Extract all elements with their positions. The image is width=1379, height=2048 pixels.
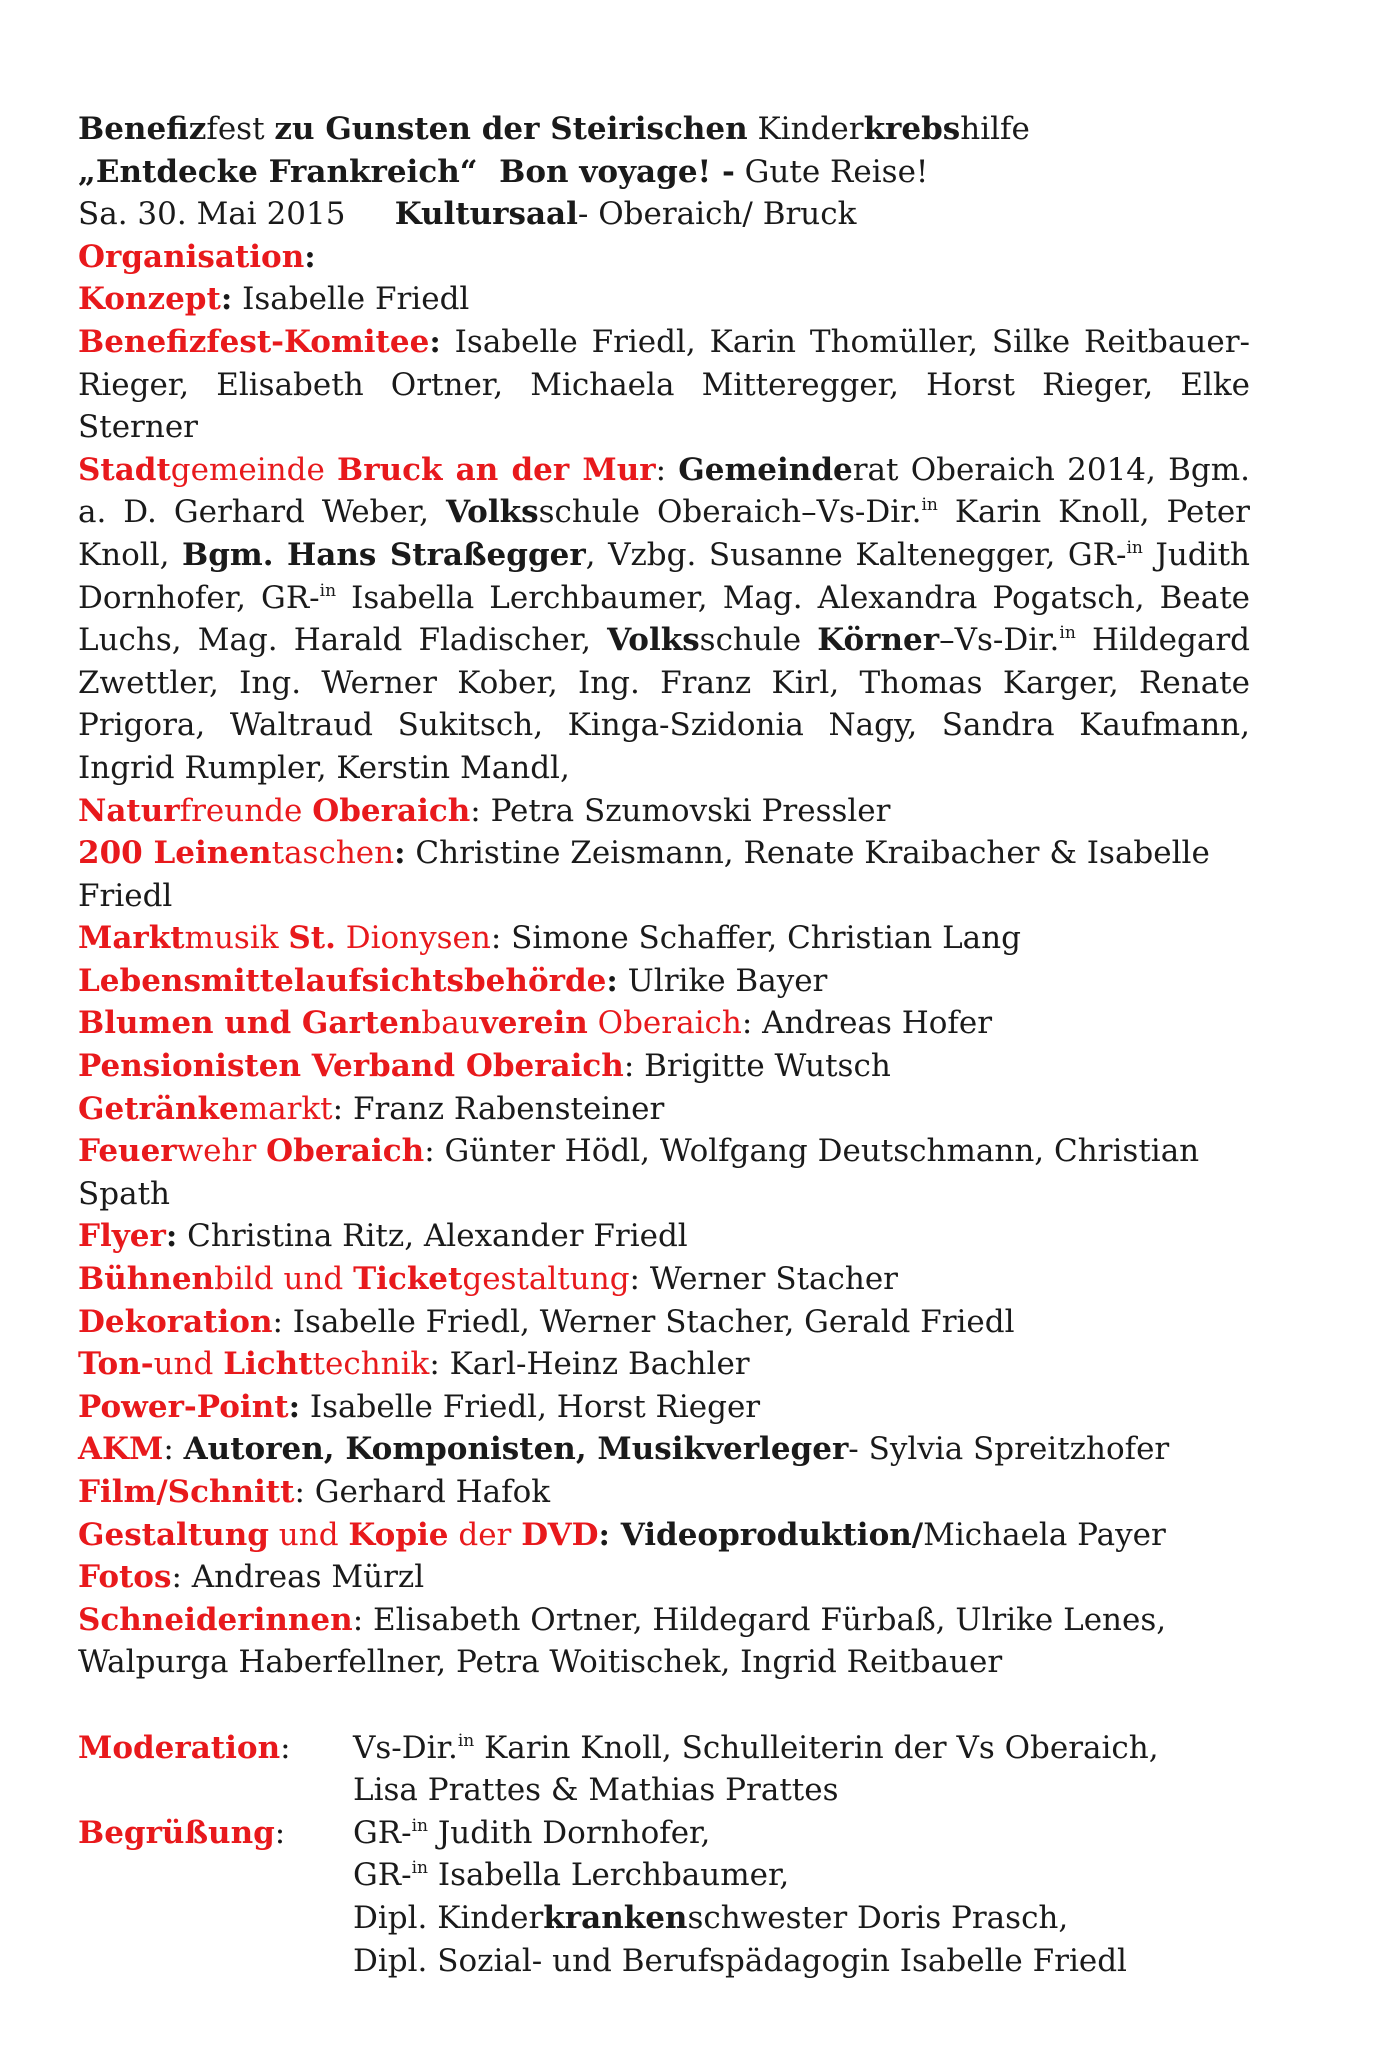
begruessung-entry (78, 1812, 1250, 1982)
begruessung-label: Begrüßung: (78, 1814, 286, 1851)
moderation-line: Vs-Dir.$^{in}$ Karin Knoll, Schulleiterin der Vs Oberaich, (353, 1729, 1159, 1766)
event-date-venue: Sa. 30. Mai 2015 Kultursaal- Oberaich/ Bruck (78, 196, 857, 233)
buehnenbild-entry: Bühnenbild und Ticketgestaltung: Werner Stacher (78, 1261, 898, 1298)
akm-entry: AKM: Autoren, Komponisten, Musikverleger- Sylvia Spreitzhofer (78, 1431, 1170, 1468)
dekoration-entry: Dekoration: Isabelle Friedl, Werner Stacher, Gerald Friedl (78, 1303, 1015, 1340)
moderation-names (353, 1727, 1250, 1812)
powerpoint-entry: Power-Point: Isabelle Friedl, Horst Rieger (78, 1388, 761, 1425)
begruessung-names (353, 1812, 1250, 1982)
begruessung-line: Dipl. Sozial- und Berufspädagogin Isabelle Friedl (353, 1942, 1127, 1979)
moderation-entry (78, 1727, 1250, 1812)
blumen-entry: Blumen und Gartenbauverein Oberaich: Andreas Hofer (78, 1005, 993, 1042)
feuerwehr-entry: Feuerwehr Oberaich: Günter Hödl, Wolfgang Deutschmann, Christian Spath (78, 1133, 1200, 1212)
schneiderinnen-entry-cont: Walpurga Haberfellner, Petra Woitischek, Ingrid Reitbauer (78, 1644, 1003, 1681)
stadtgemeinde-entry: Stadtgemeinde Bruck an der Mur: Gemeinderat Oberaich 2014, Bgm. a. D. Gerhard Weber, Volksschule Oberaich–Vs-Dir.$^{in}$ Karin Knoll, Peter Knoll, Bgm. Hans Straßegger, Vzbg. Susanne Kaltenegger, GR-$^{in}$ Judith Dornhofer, GR-$^{in}$ Isabella Lerchbaumer, Mag. Alexandra Pogatsch, Beate Luchs, Mag. Harald Fladischer, Volksschule Körner–Vs-Dir.$^{in}$ Hildegard Zwettler, Ing. Werner Kober, Ing. Franz Kirl, Thomas Karger, Renate Prigora, Waltraud Sukitsch, Kinga-Szidonia Nagy, Sandra Kaufmann, Ingrid Rumpler, Kerstin Mandl, (78, 451, 1250, 786)
organisation-heading: Organisation: (78, 238, 316, 275)
begruessung-line: GR-$^{in}$ Isabella Lerchbaumer, (353, 1857, 790, 1894)
komitee-entry: Benefizfest-Komitee: Isabelle Friedl, Karin Thomüller, Silke Reitbauer-Rieger, Elisabeth Ortner, Michaela Mitteregger, Horst Rieger, Elke Sterner (78, 323, 1250, 446)
flyer-entry: Flyer: Christina Ritz, Alexander Friedl (78, 1218, 688, 1255)
ton-licht-entry: Ton-und Lichttechnik: Karl-Heinz Bachler (78, 1346, 750, 1383)
gestaltung-entry: Gestaltung und Kopie der DVD: Videoproduktion/Michaela Payer (78, 1516, 1166, 1553)
konzept-entry: Konzept: Isabelle Friedl (78, 281, 470, 318)
marktmusik-entry: Marktmusik St. Dionysen: Simone Schaffer, Christian Lang (78, 920, 1021, 957)
event-subtitle: „Entdecke Frankreich“ Bon voyage! - Gute Reise! (78, 153, 929, 190)
pensionisten-entry: Pensionisten Verband Oberaich: Brigitte Wutsch (78, 1048, 891, 1085)
fotos-entry: Fotos: Andreas Mürzl (78, 1559, 425, 1596)
event-title: Benefizfest zu Gunsten der Steirischen Kinderkrebshilfe (78, 111, 1030, 147)
schneiderinnen-entry: Schneiderinnen: Elisabeth Ortner, Hildegard Fürbaß, Ulrike Lenes, (78, 1601, 1167, 1638)
leinentaschen-entry: 200 Leinentaschen: Christine Zeismann, Renate Kraibacher & Isabelle Friedl (78, 835, 1210, 914)
moderation-line: Lisa Prattes & Mathias Prattes (353, 1772, 839, 1809)
getraenke-entry: Getränkemarkt: Franz Rabensteiner (78, 1090, 665, 1127)
begruessung-line: GR-$^{in}$ Judith Dornhofer, (353, 1814, 711, 1851)
spacer (78, 1684, 1250, 1727)
document-page (78, 108, 1250, 1982)
begruessung-line: Dipl. Kinderkrankenschwester Doris Prasch, (353, 1899, 1069, 1936)
naturfreunde-entry: Naturfreunde Oberaich: Petra Szumovski Pressler (78, 792, 891, 829)
moderation-label: Moderation: (78, 1729, 291, 1766)
film-entry: Film/Schnitt: Gerhard Hafok (78, 1474, 551, 1510)
lebensmittel-entry: Lebensmittelaufsichtsbehörde: Ulrike Bayer (78, 962, 828, 999)
